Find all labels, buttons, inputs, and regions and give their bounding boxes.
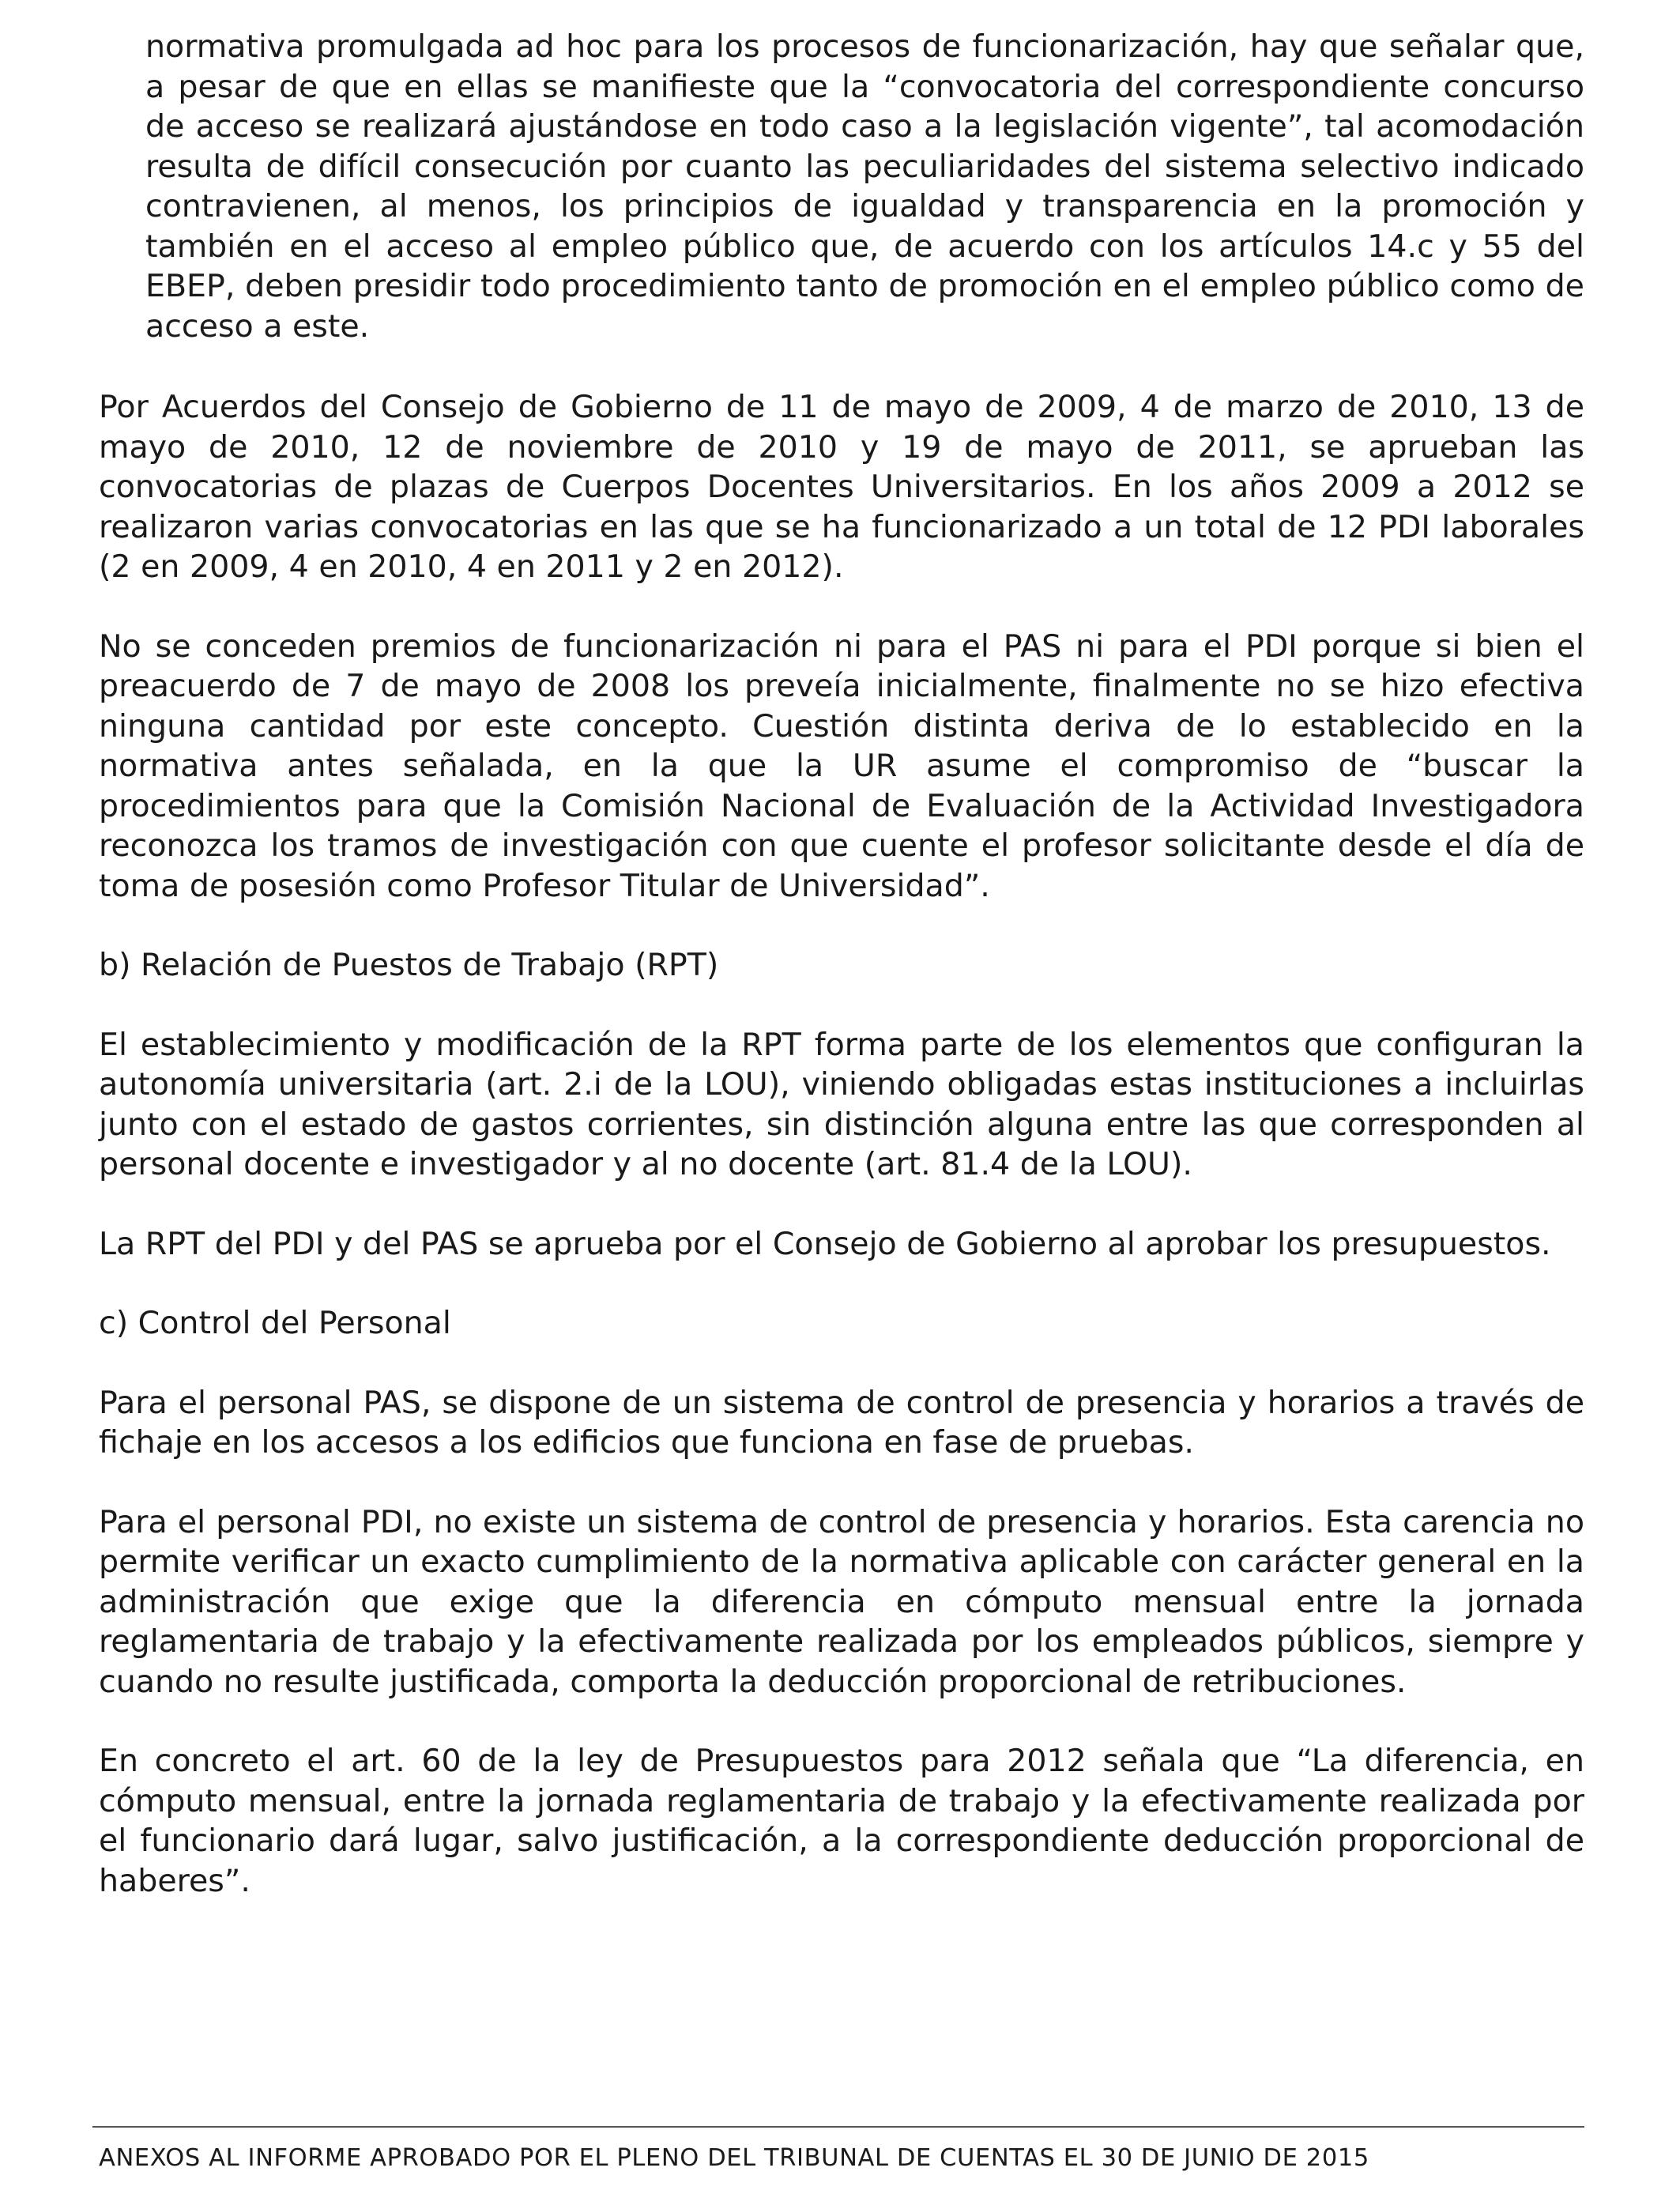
paragraph-control-pdi: Para el personal PDI, no existe un sistema de control de presencia y horarios. Esta carencia no permite verificar un exacto cumplimiento de la normativa aplicable con carácter general en la administración que exige que la diferencia en cómputo mensual entre la jornada reglamentaria de trabajo y la efectivamente realizada por los empleados públicos, siempre y cuando no resulte justificada, comporta la deducción proporcional de retribuciones. xyxy=(99,1503,1584,1700)
section-heading-rpt: b) Relación de Puestos de Trabajo (RPT) xyxy=(99,947,719,983)
footer-divider xyxy=(92,2126,1584,2128)
paragraph-rpt-autonomia: El establecimiento y modificación de la RPT forma parte de los elementos que configuran la autonomía universitaria (art. 2.i de la LOU), viniendo obligadas estas instituciones a incluirlas junto con el estado de gastos corrientes, sin distinción alguna entre las que corresponden al personal docente e investigador y al no docente (art. 81.4 de la LOU). xyxy=(99,1026,1584,1182)
paragraph-control-pas: Para el personal PAS, se dispone de un sistema de control de presencia y horarios a través de fichaje en los accesos a los edificios que funciona en fase de pruebas. xyxy=(99,1384,1584,1461)
document-body xyxy=(99,27,1584,1940)
page-footer: ANEXOS AL INFORME APROBADO POR EL PLENO DEL TRIBUNAL DE CUENTAS EL 30 DE JUNIO DE 2015 xyxy=(99,2144,1369,2172)
paragraph-premios-funcionarizacion: No se conceden premios de funcionarización ni para el PAS ni para el PDI porque si bien el preacuerdo de 7 de mayo de 2008 los preveía inicialmente, finalmente no se hizo efectiva ninguna cantidad por este concepto. Cuestión distinta deriva de lo establecido en la normativa antes señalada, en la que la UR asume el compromiso de “buscar la procedimientos para que la Comisión Nacional de Evaluación de la Actividad Investigadora reconozca los tramos de investigación con que cuente el profesor solicitante desde el día de toma de posesión como Profesor Titular de Universidad”. xyxy=(99,628,1584,904)
paragraph-ley-presupuestos: En concreto el art. 60 de la ley de Presupuestos para 2012 señala que “La diferencia, en cómputo mensual, entre la jornada reglamentaria de trabajo y la efectivamente realizada por el funcionario dará lugar, salvo justificación, a la correspondiente deducción proporcional de haberes”. xyxy=(99,1743,1584,1899)
section-heading-control-personal: c) Control del Personal xyxy=(99,1305,451,1341)
paragraph-rpt-aprobacion: La RPT del PDI y del PAS se aprueba por el Consejo de Gobierno al aprobar los presupuestos. xyxy=(99,1225,1551,1262)
paragraph-funcionarizacion-normativa: normativa promulgada ad hoc para los procesos de funcionarización, hay que señalar que, a pesar de que en ellas se manifieste que la “convocatoria del correspondiente concurso de acceso se realizará ajustándose en todo caso a la legislación vigente”, tal acomodación resulta de difícil consecución por cuanto las peculiaridades del sistema selectivo indicado contravienen, al menos, los principios de igualdad y transparencia en la promoción y también en el acceso al empleo público que, de acuerdo con los artículos 14.c y 55 del EBEP, deben presidir todo procedimiento tanto de promoción en el empleo público como de acceso a este. xyxy=(145,28,1584,345)
paragraph-acuerdos-consejo: Por Acuerdos del Consejo de Gobierno de 11 de mayo de 2009, 4 de marzo de 2010, 13 de mayo de 2010, 12 de noviembre de 2010 y 19 de mayo de 2011, se aprueban las convocatorias de plazas de Cuerpos Docentes Universitarios. En los años 2009 a 2012 se realizaron varias convocatorias en las que se ha funcionarizado a un total de 12 PDI laborales (2 en 2009, 4 en 2010, 4 en 2011 y 2 en 2012). xyxy=(99,389,1584,585)
